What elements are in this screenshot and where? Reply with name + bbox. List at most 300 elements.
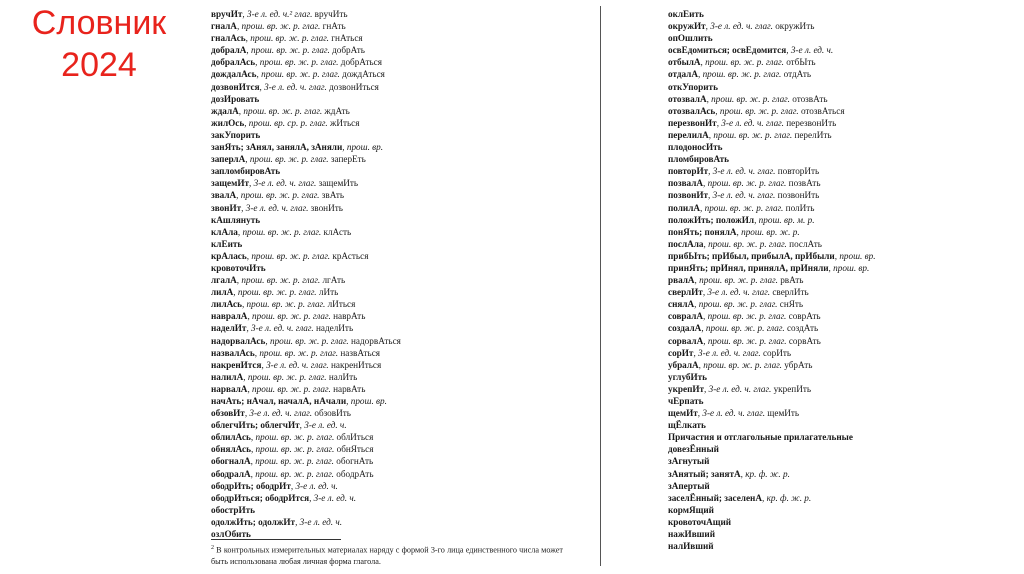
headword: одолжИть; одолжИт bbox=[211, 516, 296, 527]
word-entry bbox=[668, 93, 988, 105]
grammar-note: , прош. вр. ж. р. глаг. bbox=[706, 93, 790, 104]
grammar-note: , прош. вр. ж. р. глаг. bbox=[236, 275, 321, 286]
word-entry bbox=[211, 274, 599, 286]
grammar-note: , прош. вр. ж. р. глаг. bbox=[237, 226, 322, 237]
participle-entry bbox=[668, 540, 988, 552]
headword: перелилА bbox=[668, 129, 709, 140]
grammar-note: , прош. вр. ж. р. глаг. bbox=[694, 299, 778, 310]
word-entry bbox=[211, 56, 599, 68]
participle-entry bbox=[668, 468, 988, 480]
word-entry bbox=[211, 226, 599, 238]
base-form: крАсться bbox=[330, 250, 369, 261]
word-entry bbox=[668, 419, 988, 431]
grammar-note: , прош. вр. ж. р. глаг. bbox=[243, 371, 327, 382]
headword: зАпертый bbox=[668, 480, 710, 491]
headword: убралА bbox=[668, 359, 699, 370]
headword: навралА bbox=[211, 311, 248, 322]
headword: лгалА bbox=[211, 275, 237, 286]
headword: обнялАсь bbox=[211, 444, 251, 455]
headword: положИть; положИл bbox=[668, 214, 755, 225]
footnote-marker: 2 bbox=[211, 545, 214, 551]
grammar-note: , 3-е л. ед. ч. глаг. bbox=[244, 408, 313, 419]
participle-entry bbox=[668, 504, 988, 516]
base-form: укрепИть bbox=[771, 383, 812, 394]
word-entry bbox=[668, 286, 988, 298]
headword: принЯть; прИнял, принялА, прИняли bbox=[668, 262, 829, 273]
grammar-note: , 3-е л. ед. ч. глаг. bbox=[704, 383, 772, 394]
base-form: лИться bbox=[325, 299, 356, 310]
grammar-note: , прош. вр. ж. р. глаг. bbox=[708, 129, 793, 140]
headword: клЕить bbox=[211, 238, 243, 249]
headword: добралА bbox=[211, 45, 247, 56]
grammar-note: , прош. вр. ж. р. глаг. bbox=[233, 287, 317, 298]
grammar-note: , прош. вр. ж. р. глаг. bbox=[250, 444, 335, 455]
word-entry bbox=[211, 310, 599, 322]
grammar-note: , прош. вр. ж. р. глаг. bbox=[245, 154, 329, 165]
base-form: клАсть bbox=[321, 226, 352, 237]
grammar-note: , 3-е л. ед. ч. глаг. bbox=[259, 81, 327, 92]
headword: гналА bbox=[211, 21, 237, 32]
word-entry bbox=[211, 8, 599, 20]
word-entry bbox=[211, 129, 599, 141]
word-entry bbox=[211, 238, 599, 250]
grammar-note: , прош. вр. ж. р. глаг. bbox=[700, 202, 784, 213]
headword: опОшлить bbox=[668, 33, 713, 44]
base-form: сорвАть bbox=[786, 335, 821, 346]
word-entry bbox=[211, 516, 599, 528]
base-form: соврАть bbox=[786, 311, 821, 322]
base-form: ободрАть bbox=[333, 468, 374, 479]
base-form: повторИть bbox=[775, 166, 820, 177]
word-entry bbox=[211, 407, 599, 419]
headword: крАлась bbox=[211, 250, 247, 261]
headword: сверлИт bbox=[668, 287, 703, 298]
base-form: налИть bbox=[326, 371, 358, 382]
headword: озлОбить bbox=[211, 529, 251, 540]
headword: отозвалА bbox=[668, 93, 707, 104]
headword: заперлА bbox=[211, 154, 246, 165]
slide-title: Словник 2024 bbox=[31, 4, 167, 84]
grammar-note: , прош. вр. ж. р. глаг. bbox=[236, 21, 321, 32]
headword: оклЕить bbox=[668, 9, 704, 19]
word-entry bbox=[211, 298, 599, 310]
base-form: добрАть bbox=[329, 45, 365, 56]
headword: ободралА bbox=[211, 468, 251, 479]
grammar-note: , прош. вр. ж. р. глаг. bbox=[246, 250, 331, 261]
base-form: лгАть bbox=[320, 275, 346, 286]
participle-entry bbox=[668, 455, 988, 467]
grammar-note: , прош. вр. м. р. bbox=[754, 214, 815, 225]
headword: снялА bbox=[668, 299, 695, 310]
word-entry bbox=[211, 419, 599, 431]
grammar-note: , 3-е л. ед. ч. глаг. bbox=[697, 408, 765, 419]
word-entry bbox=[211, 141, 599, 153]
grammar-note: , прош. вр. ж. р. глаг. bbox=[236, 190, 320, 201]
word-entry bbox=[668, 117, 988, 129]
base-form: перелИть bbox=[792, 129, 832, 140]
grammar-note: , прош. вр. ж. р. глаг. bbox=[238, 105, 323, 116]
headword: кровоточАщий bbox=[668, 516, 732, 527]
headword: назвалАсь bbox=[211, 347, 255, 358]
grammar-note: , прош. вр. ж. р. глаг. bbox=[698, 359, 782, 370]
word-entry bbox=[668, 298, 988, 310]
word-entry bbox=[668, 383, 988, 395]
headword: закУпорить bbox=[211, 129, 261, 140]
headword: полилА bbox=[668, 202, 701, 213]
word-entry bbox=[668, 202, 988, 214]
headword: щемИт bbox=[668, 408, 698, 419]
grammar-note: , прош. вр. ж. р. глаг. bbox=[254, 347, 339, 358]
headword: перезвонИт bbox=[668, 117, 717, 128]
word-entry bbox=[211, 117, 599, 129]
grammar-note: , прош. вр. ж. р. глаг. bbox=[256, 69, 340, 80]
headword: дозвонИтся bbox=[211, 81, 260, 92]
headword: звонИт bbox=[211, 202, 242, 213]
headword: звалА bbox=[211, 190, 237, 201]
base-form: наделИть bbox=[313, 323, 354, 334]
grammar-note: , прош. вр. ж. р. bbox=[736, 226, 800, 237]
headword: налИвший bbox=[668, 541, 714, 552]
headword: щЁлкать bbox=[668, 420, 706, 431]
base-form: перезвонИть bbox=[783, 117, 837, 128]
headword: наделИт bbox=[211, 323, 247, 334]
word-entry bbox=[211, 383, 599, 395]
participle-entry bbox=[668, 492, 988, 504]
headword: сорвалА bbox=[668, 335, 704, 346]
word-entry bbox=[211, 504, 599, 516]
grammar-note: , прош. вр. ж. р. глаг. bbox=[247, 383, 331, 394]
headword: отозвалАсь bbox=[668, 105, 716, 116]
word-entry bbox=[668, 407, 988, 419]
grammar-note: , прош. вр. ж. р. глаг. bbox=[265, 335, 349, 346]
word-entry bbox=[211, 262, 599, 274]
word-entry bbox=[211, 44, 599, 56]
grammar-note: , прош. вр. ж. р. глаг. bbox=[701, 323, 785, 334]
headword: позвалА bbox=[668, 178, 704, 189]
headword: жилОсь bbox=[211, 117, 245, 128]
grammar-note: , прош. вр. ж. р. глаг. bbox=[255, 57, 339, 68]
word-entry bbox=[211, 492, 599, 504]
grammar-note: , 3-е л. ед. ч. bbox=[309, 492, 357, 503]
word-entry bbox=[668, 238, 988, 250]
grammar-note: , прош. вр. bbox=[828, 262, 870, 273]
headword: создалА bbox=[668, 323, 702, 334]
word-entry bbox=[211, 165, 599, 177]
word-entry bbox=[211, 153, 599, 165]
headword: сорИт bbox=[668, 347, 694, 358]
word-entry bbox=[668, 32, 988, 44]
base-form: назвАться bbox=[338, 347, 381, 358]
headword: начАть; нАчал, началА, нАчали bbox=[211, 396, 347, 406]
headword: гналАсь bbox=[211, 33, 246, 44]
word-entry bbox=[211, 202, 599, 214]
headword: чЕрпать bbox=[668, 396, 704, 406]
word-entry bbox=[668, 177, 988, 189]
grammar-note: , прош. вр. ж. р. глаг. bbox=[694, 275, 778, 286]
word-entry bbox=[211, 335, 599, 347]
base-form: щемИть bbox=[765, 408, 800, 419]
base-form: полИть bbox=[783, 202, 815, 213]
base-form: накренИться bbox=[328, 359, 382, 370]
grammar-note: , прош. вр. ж. р. глаг. bbox=[702, 311, 787, 322]
word-entry bbox=[211, 105, 599, 117]
headword: запломбировАть bbox=[211, 166, 281, 177]
headword: лилА bbox=[211, 287, 234, 298]
base-form: рвАть bbox=[777, 275, 804, 286]
word-entry bbox=[668, 335, 988, 347]
headword: нарвалА bbox=[211, 383, 248, 394]
base-form: надорвАться bbox=[348, 335, 401, 346]
base-form: обогнАть bbox=[333, 456, 374, 467]
word-entry bbox=[211, 371, 599, 383]
headword: углубИть bbox=[668, 371, 708, 382]
base-form: нарвАть bbox=[330, 383, 366, 394]
grammar-note: , прош. вр. ж. р. глаг. bbox=[703, 335, 787, 346]
base-form: гнАть bbox=[320, 21, 346, 32]
word-entry bbox=[668, 359, 988, 371]
grammar-note: , 3-е л. ед. ч. bbox=[290, 480, 338, 491]
grammar-note: , прош. вр. bbox=[346, 396, 387, 406]
word-entry bbox=[668, 214, 988, 226]
headword: заселЁнный; заселенА bbox=[668, 492, 762, 503]
base-form: сорИть bbox=[760, 347, 792, 358]
headword: зАгнутый bbox=[668, 456, 710, 467]
word-entry bbox=[668, 56, 988, 68]
word-entry bbox=[211, 286, 599, 298]
footnote-text: В контрольных измерительных материалах наряду с формой 3-го лица единственного числа может быть использована любая личная форма глагола. bbox=[211, 545, 563, 566]
word-entry bbox=[668, 8, 988, 20]
word-entry bbox=[668, 226, 988, 238]
left-word-column bbox=[211, 8, 599, 540]
word-entry bbox=[211, 480, 599, 492]
headword: кровоточИть bbox=[211, 262, 266, 273]
word-entry bbox=[668, 322, 988, 334]
grammar-note: , 3-е л. ед. ч. глаг. bbox=[246, 323, 314, 334]
word-entry bbox=[211, 81, 599, 93]
grammar-note: , прош. вр. ж. р. глаг. bbox=[250, 456, 334, 467]
headword: налилА bbox=[211, 371, 244, 382]
participle-entry bbox=[668, 443, 988, 455]
base-form: дозвонИться bbox=[326, 81, 379, 92]
headword: ждалА bbox=[211, 105, 239, 116]
base-form: позвАть bbox=[786, 178, 821, 189]
headword: совралА bbox=[668, 311, 703, 322]
base-form: добрАться bbox=[338, 57, 382, 68]
word-entry bbox=[668, 81, 988, 93]
word-entry bbox=[211, 214, 599, 226]
grammar-note: , прош. вр. ж. р. глаг. bbox=[715, 105, 799, 116]
word-entry bbox=[668, 68, 988, 80]
grammar-note: , прош. вр. ср. р. глаг. bbox=[244, 117, 328, 128]
word-entry bbox=[211, 189, 599, 201]
headword: надорвалАсь bbox=[211, 335, 266, 346]
word-entry bbox=[668, 250, 988, 262]
grammar-note: , 3-е л. ед. ч. глаг. bbox=[716, 117, 784, 128]
headword: плодоносИть bbox=[668, 142, 723, 153]
base-form: окружИть bbox=[772, 21, 815, 32]
right-word-column bbox=[668, 8, 988, 552]
base-form: заперЕть bbox=[328, 154, 366, 165]
base-form: жИться bbox=[327, 117, 360, 128]
word-entry bbox=[668, 141, 988, 153]
word-entry bbox=[668, 153, 988, 165]
grammar-note: , прош. вр. ж. р. глаг. bbox=[700, 57, 784, 68]
grammar-note: , 3-е л. ед. ч. bbox=[295, 516, 343, 527]
participle-entry bbox=[668, 528, 988, 540]
word-entry bbox=[211, 20, 599, 32]
headword: укрепИт bbox=[668, 383, 705, 394]
participle-entry bbox=[668, 480, 988, 492]
word-entry bbox=[211, 455, 599, 467]
grammar-note: , прош. вр. ж. р. глаг. bbox=[703, 178, 787, 189]
base-form: обзовИть bbox=[312, 408, 351, 419]
grammar-note: , прош. вр. ж. р. глаг. bbox=[247, 311, 331, 322]
headword: понЯть; понялА bbox=[668, 226, 737, 237]
base-form: дождАться bbox=[339, 69, 385, 80]
word-entry bbox=[668, 44, 988, 56]
word-entry bbox=[668, 165, 988, 177]
headword: послАла bbox=[668, 238, 704, 249]
grammar-note: , 3-е л. ед. ч. глаг. bbox=[693, 347, 761, 358]
word-entry bbox=[668, 262, 988, 274]
base-form: звАть bbox=[319, 190, 345, 201]
headword: лилАсь bbox=[211, 299, 242, 310]
base-form: отбЫть bbox=[783, 57, 816, 68]
participle-entry bbox=[668, 516, 988, 528]
base-form: снЯть bbox=[777, 299, 804, 310]
grammar-note: , прош. вр. ж. р. глаг. bbox=[250, 468, 334, 479]
headword: защемИт bbox=[211, 178, 250, 189]
base-form: позвонИть bbox=[775, 190, 820, 201]
headword: прибЫть; прИбыл, прибылА, прИбыли bbox=[668, 250, 835, 261]
word-entry bbox=[668, 20, 988, 32]
headword: клАла bbox=[211, 226, 238, 237]
grammar-note: , прош. вр. ж. р. глаг. bbox=[245, 33, 329, 44]
headword: рвалА bbox=[668, 275, 695, 286]
grammar-note: , 3-е л. ед. ч. глаг. bbox=[249, 178, 317, 189]
headword: дозИровать bbox=[211, 93, 260, 104]
grammar-note: , 3-е л. ед. ч. глаг. bbox=[708, 166, 776, 177]
grammar-note: , 3-е л. ед. ч. глаг. bbox=[705, 21, 773, 32]
headword: облегчИть; облегчИт bbox=[211, 420, 300, 431]
grammar-note: , прош. вр. ж. р. глаг. bbox=[250, 432, 335, 443]
base-form: послАть bbox=[786, 238, 822, 249]
grammar-note: , 3-е л. ед. ч. глаг. bbox=[241, 202, 309, 213]
word-entry bbox=[668, 274, 988, 286]
base-form: гнАться bbox=[328, 33, 363, 44]
base-form: защемИть bbox=[316, 178, 359, 189]
grammar-note: , прош. вр. ж. р. глаг. bbox=[697, 69, 782, 80]
base-form: отдАть bbox=[781, 69, 812, 80]
word-entry bbox=[668, 129, 988, 141]
headword: обзовИт bbox=[211, 408, 245, 419]
base-form: наврАть bbox=[330, 311, 366, 322]
word-entry bbox=[211, 32, 599, 44]
word-entry bbox=[211, 347, 599, 359]
word-entry bbox=[668, 371, 988, 383]
headword: отбылА bbox=[668, 57, 701, 68]
grammar-note: , 3-е л. ед. ч. bbox=[786, 45, 834, 56]
base-form: ждАть bbox=[322, 105, 350, 116]
word-entry bbox=[211, 468, 599, 480]
headword: освЕдомиться; освЕдомится bbox=[668, 45, 787, 56]
grammar-note: , прош. вр. bbox=[342, 142, 384, 153]
word-entry bbox=[211, 93, 599, 105]
grammar-note: , прош. вр. ж. р. глаг. bbox=[703, 238, 787, 249]
headword: дождалАсь bbox=[211, 69, 257, 80]
grammar-note: , прош. вр. ж. р. глаг. bbox=[246, 45, 330, 56]
grammar-note: , 3-е л. ед. ч. глаг. bbox=[708, 190, 776, 201]
word-entry bbox=[668, 189, 988, 201]
headword: вручИт bbox=[211, 9, 243, 19]
headword: отдалА bbox=[668, 69, 698, 80]
word-entry bbox=[211, 443, 599, 455]
page-divider bbox=[600, 6, 601, 566]
headword: ободрИться; ободрИтся bbox=[211, 492, 310, 503]
base-form: лИть bbox=[316, 287, 339, 298]
headword: окружИт bbox=[668, 21, 706, 32]
headword: кормЯщий bbox=[668, 504, 714, 515]
headword: обогналА bbox=[211, 456, 251, 467]
word-entry bbox=[668, 395, 988, 407]
grammar-note: , 3-е л. ед. ч.² глаг. bbox=[242, 9, 313, 19]
word-entry bbox=[668, 310, 988, 322]
word-entry bbox=[668, 105, 988, 117]
grammar-note: , кр. ф. ж. р. bbox=[740, 468, 790, 479]
grammar-note: , прош. вр. bbox=[834, 250, 876, 261]
grammar-note: , 3-е л. ед. ч. bbox=[299, 420, 347, 431]
base-form: отозвАть bbox=[789, 93, 828, 104]
headword: обострИть bbox=[211, 504, 255, 515]
word-entry bbox=[211, 431, 599, 443]
base-form: отозвАться bbox=[798, 105, 845, 116]
base-form: обнЯться bbox=[334, 444, 374, 455]
headword: позвонИт bbox=[668, 190, 709, 201]
headword: нажИвший bbox=[668, 529, 716, 540]
headword: зАнятый; занятА bbox=[668, 468, 741, 479]
headword: довезЁнный bbox=[668, 444, 719, 455]
footnote-rule bbox=[211, 539, 341, 540]
word-entry bbox=[211, 250, 599, 262]
headword: повторИт bbox=[668, 166, 709, 177]
word-entry bbox=[211, 322, 599, 334]
word-entry bbox=[211, 359, 599, 371]
headword: откУпорить bbox=[668, 81, 718, 92]
word-entry bbox=[211, 68, 599, 80]
headword: кАшлянуть bbox=[211, 214, 261, 225]
grammar-note: , 3-е л. ед. ч. глаг. bbox=[702, 287, 771, 298]
section-heading: Причастия и отглагольные прилагательные bbox=[668, 432, 853, 443]
headword: добралАсь bbox=[211, 57, 256, 68]
word-entry bbox=[211, 177, 599, 189]
base-form: убрАть bbox=[781, 359, 813, 370]
base-form: сверлИть bbox=[770, 287, 809, 298]
headword: пломбировАть bbox=[668, 154, 729, 165]
headword: занЯть; зАнял, занялА, зАняли bbox=[211, 142, 343, 153]
headword: накренИтся bbox=[211, 359, 262, 370]
word-entry bbox=[211, 395, 599, 407]
headword: ободрИть; ободрИт bbox=[211, 480, 291, 491]
base-form: вручИть bbox=[312, 9, 348, 19]
grammar-note: , кр. ф. ж. р. bbox=[761, 492, 812, 503]
grammar-note: , 3-е л. ед. ч. глаг. bbox=[261, 359, 329, 370]
word-entry bbox=[668, 347, 988, 359]
headword: облилАсь bbox=[211, 432, 251, 443]
base-form: облИться bbox=[334, 432, 374, 443]
grammar-note: , прош. вр. ж. р. глаг. bbox=[241, 299, 326, 310]
base-form: создАть bbox=[784, 323, 819, 334]
base-form: звонИть bbox=[308, 202, 343, 213]
